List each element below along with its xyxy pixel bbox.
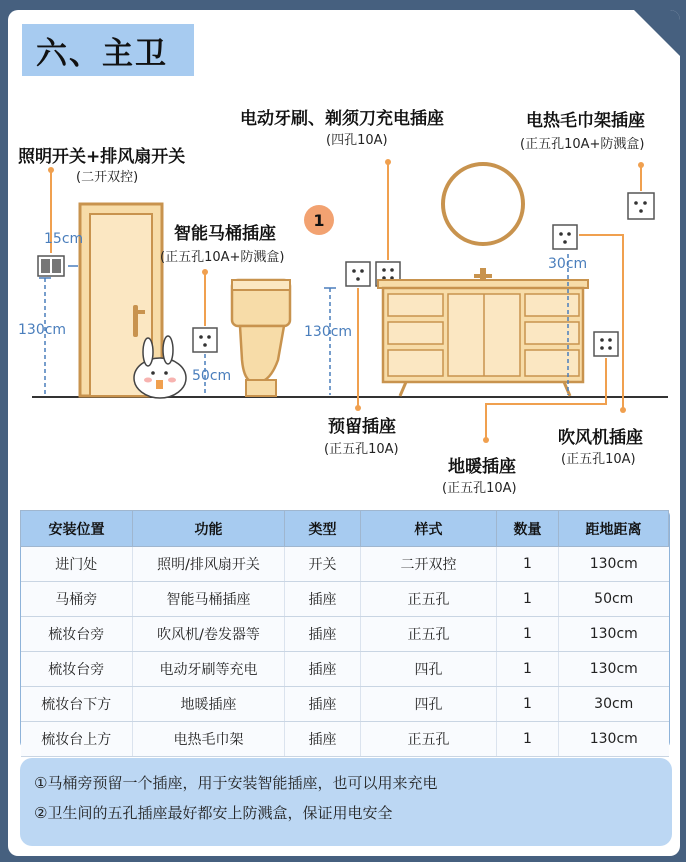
header-location: 安装位置 [21,511,133,547]
cell: 插座 [285,652,361,687]
cell: 130cm [559,652,669,687]
hairdryer-socket-sublabel: (正五孔10A) [561,452,636,467]
cell: 50cm [559,582,669,617]
cell: 正五孔 [361,722,497,757]
dim-30cm: 30cm [548,256,588,272]
vanity-cabinet [378,268,588,396]
light-switch-icon [38,256,64,276]
towel-socket-sublabel: (正五孔10A+防溅盒) [520,137,645,152]
cell: 照明/排风扇开关 [133,547,285,582]
light-switch-label: 照明开关+排风扇开关 [18,147,186,167]
note-1: ①马桶旁预留一个插座，用于安装智能插座，也可以用来充电 [34,774,438,792]
toothbrush-socket-label: 电动牙刷、剃须刀充电插座 [240,109,444,129]
table-row [21,547,669,582]
reserve-socket-sublabel: (正五孔10A) [324,442,399,457]
cell: 电动牙刷等充电 [133,652,285,687]
cell: 130cm [559,547,669,582]
cell: 1 [497,582,559,617]
notes-box [20,758,672,846]
cell: 智能马桶插座 [133,582,285,617]
install-table [20,510,669,757]
floor-heat-socket-icon [594,332,618,356]
toilet-socket-label: 智能马桶插座 [174,224,276,244]
cell: 梳妆台上方 [21,722,133,757]
towel-socket-icon [628,193,654,219]
table-row [21,652,669,687]
cell: 插座 [285,687,361,722]
cell: 地暖插座 [133,687,285,722]
cell: 梳妆台旁 [21,652,133,687]
dim-15cm: 15cm [44,231,84,247]
header-quantity: 数量 [497,511,559,547]
cell: 30cm [559,687,669,722]
table-header-row [21,511,669,547]
table-row [21,582,669,617]
floor-heat-socket-label: 地暖插座 [448,457,516,477]
cell: 1 [497,652,559,687]
cell: 四孔 [361,652,497,687]
header-function: 功能 [133,511,285,547]
toothbrush-socket-sublabel: (四孔10A) [326,133,388,148]
main-card [8,10,680,856]
mirror [443,164,523,244]
table-row [21,722,669,757]
hairdryer-socket-icon [553,225,577,249]
table-row [21,617,669,652]
reserve-socket-label: 预留插座 [328,417,396,437]
cell: 1 [497,722,559,757]
cell: 马桶旁 [21,582,133,617]
towel-socket-label: 电热毛巾架插座 [526,111,645,131]
cell: 插座 [285,582,361,617]
cell: 插座 [285,722,361,757]
header-style: 样式 [361,511,497,547]
title-text: 六、主卫 [36,35,168,72]
note-2: ②卫生间的五孔插座最好都安上防溅盒，保证用电安全 [34,804,393,822]
header-type: 类型 [285,511,361,547]
dim-50cm: 50cm [192,368,232,384]
cell: 吹风机/卷发器等 [133,617,285,652]
cell: 正五孔 [361,617,497,652]
cell: 1 [497,547,559,582]
cell: 梳妆台下方 [21,687,133,722]
toilet-socket-icon [193,328,217,352]
cell: 正五孔 [361,582,497,617]
cell: 开关 [285,547,361,582]
toilet-socket-sublabel: (正五孔10A+防溅盒) [160,250,285,265]
floor-heat-socket-sublabel: (正五孔10A) [442,481,517,496]
note-badge: 1 [304,205,334,235]
header-height: 距地距离 [559,511,669,547]
light-switch-sublabel: (二开双控) [76,170,139,185]
dim-130cm-right: 130cm [304,324,353,340]
cell: 梳妆台旁 [21,617,133,652]
table-row [21,687,669,722]
cell: 130cm [559,617,669,652]
cell: 二开双控 [361,547,497,582]
hairdryer-socket-label: 吹风机插座 [558,428,643,448]
cell: 1 [497,687,559,722]
reserve-socket-icon [346,262,370,286]
cell: 1 [497,617,559,652]
cell: 电热毛巾架 [133,722,285,757]
cell: 进门处 [21,547,133,582]
cell: 四孔 [361,687,497,722]
cell: 插座 [285,617,361,652]
dim-130cm-left: 130cm [18,322,67,338]
cell: 130cm [559,722,669,757]
toilet [232,280,290,396]
